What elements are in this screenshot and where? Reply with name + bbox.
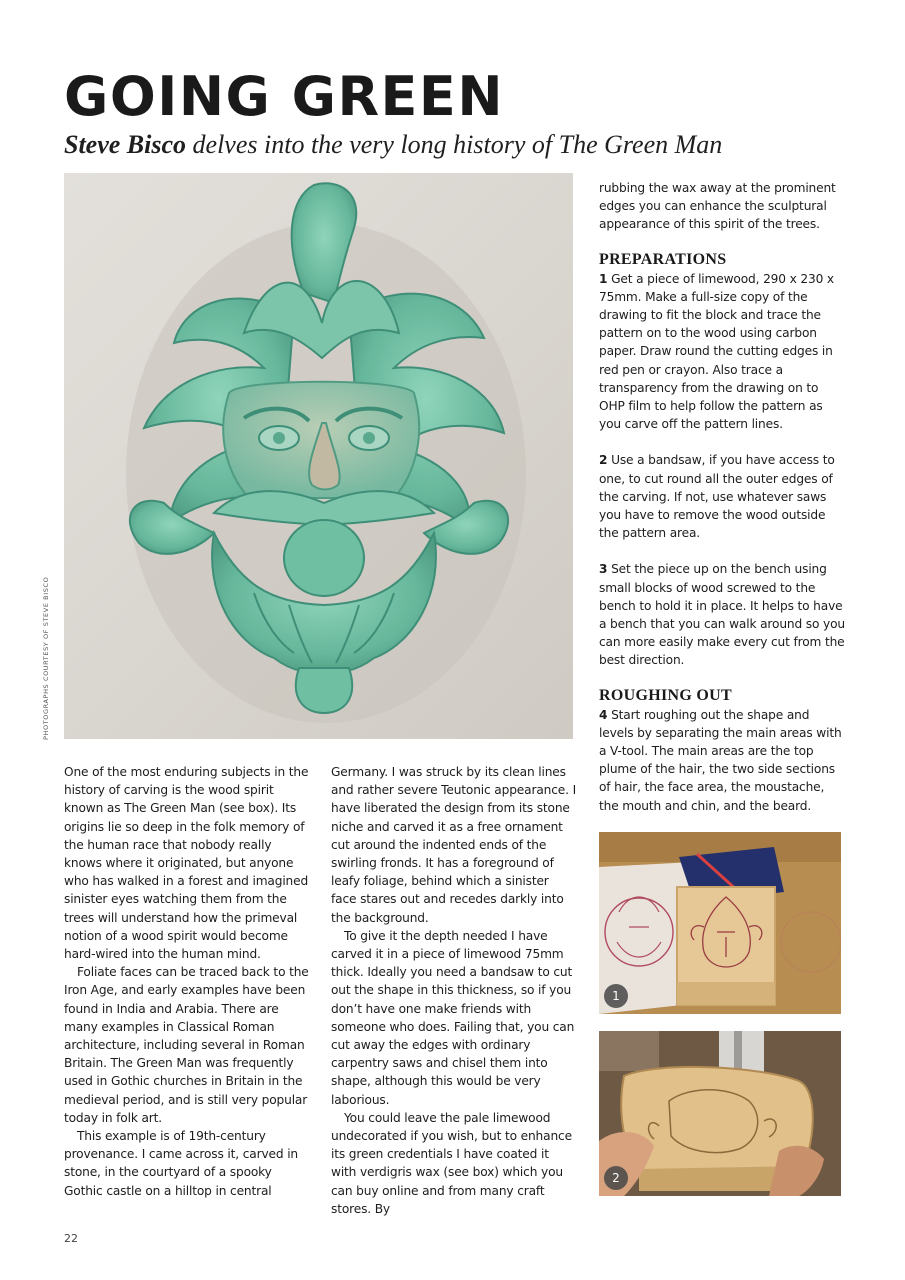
body-paragraph: You could leave the pale limewood undecorated if you wish, but to enhance its green credentials I have coated it with verdigris wax (see box) which you can buy online and from many craft stores. By <box>331 1110 572 1216</box>
body-paragraph: rubbing the wax away at the prominent edges you can enhance the sculptural appearance of this spirit of the trees. <box>599 181 836 232</box>
step-number: 3 <box>599 562 608 577</box>
body-column-1 <box>64 763 310 1200</box>
step-text: Start roughing out the shape and levels by separating the main areas with a V-tool. The main areas are the top plume of the hair, the two side sections of hair, the face area, the moustache, the mouth and chin, and the beard. <box>599 707 842 813</box>
step-number: 2 <box>599 453 608 468</box>
body-paragraph: Foliate faces can be traced back to the Iron Age, and early examples have been found in India and Arabia. There are many examples in Classical Roman architecture, including several in Roman Britain. The Green Man was frequently used in Gothic churches in Britain in the medieval period, and is still very popular today in folk art. <box>64 965 309 1125</box>
bandsaw-cutting-image <box>599 1031 841 1196</box>
step-number: 1 <box>599 271 608 286</box>
author-name: Steve Bisco <box>64 130 187 159</box>
green-man-carving-photo <box>64 173 573 739</box>
green-man-illustration <box>64 173 573 739</box>
step-photo-1 <box>599 832 841 1014</box>
step-text: Use a bandsaw, if you have access to one, to cut round all the outer edges of the carving. If not, use whatever saws you have to remove the wood outside the pattern area. <box>599 453 835 541</box>
step-photo-2 <box>599 1031 841 1196</box>
step-4 <box>599 706 845 815</box>
body-paragraph: Germany. I was struck by its clean lines and rather severe Teutonic appearance. I have liberated the design from its stone niche and carved it as a free ornament cut around the indented ends of the swirling fronds. It has a foreground of leafy foliage, behind which a sinister face stares out and recedes darkly into the background. <box>331 765 577 925</box>
standfirst <box>64 128 722 162</box>
body-column-3 <box>599 179 845 815</box>
section-heading-preparations: PREPARATIONS <box>599 250 727 268</box>
step-text: Set the piece up on the bench using small blocks of wood screwed to the bench to hold it in place. It helps to have a bench that you can walk around so you can more easily make every cut from the best direction. <box>599 562 845 668</box>
step-2 <box>599 451 845 542</box>
step-text: Get a piece of limewood, 290 x 230 x 75mm. Make a full-size copy of the drawing to fit the block and trace the pattern on to the wood using carbon paper. Draw round the cutting edges in red pen or crayon. Also trace a transparency from the drawing on to OHP film to help follow the pattern as you carve off the pattern lines. <box>599 271 834 432</box>
photo-credit: PHOTOGRAPHS COURTESY OF STEVE BISCO <box>42 576 50 740</box>
section-heading-roughing-out: ROUGHING OUT <box>599 686 732 704</box>
body-paragraph: One of the most enduring subjects in the history of carving is the wood spirit known as The Green Man (see box). Its origins lie so deep in the folk memory of the human race that nobody really knows where it originated, but anyone who has walked in a forest and imagined sinister eyes watching them from the trees will understand how the primeval notion of a wood spirit would become hard-wired into the human mind. <box>64 765 309 962</box>
step-1 <box>599 270 845 434</box>
photo-badge-1: 1 <box>604 984 628 1008</box>
step-number: 4 <box>599 707 608 722</box>
article-title: GOING GREEN <box>64 65 505 128</box>
step-3 <box>599 560 845 669</box>
pattern-tracing-image <box>599 832 841 1014</box>
page-number: 22 <box>64 1232 78 1245</box>
standfirst-text: delves into the very long history of The Green Man <box>186 130 723 159</box>
body-column-2 <box>331 763 577 1218</box>
body-paragraph: To give it the depth needed I have carved it in a piece of limewood 75mm thick. Ideally you need a bandsaw to cut out the shape in this thickness, so if you don’t have one make friends with someone who does. Failing that, you can cut away the edges with ordinary carpentry saws and chisel them into shape, although this would be very laborious. <box>331 928 575 1107</box>
photo-badge-2: 2 <box>604 1166 628 1190</box>
body-paragraph: This example is of 19th-century provenance. I came across it, carved in stone, in the courtyard of a spooky Gothic castle on a hilltop in central <box>64 1129 299 1198</box>
